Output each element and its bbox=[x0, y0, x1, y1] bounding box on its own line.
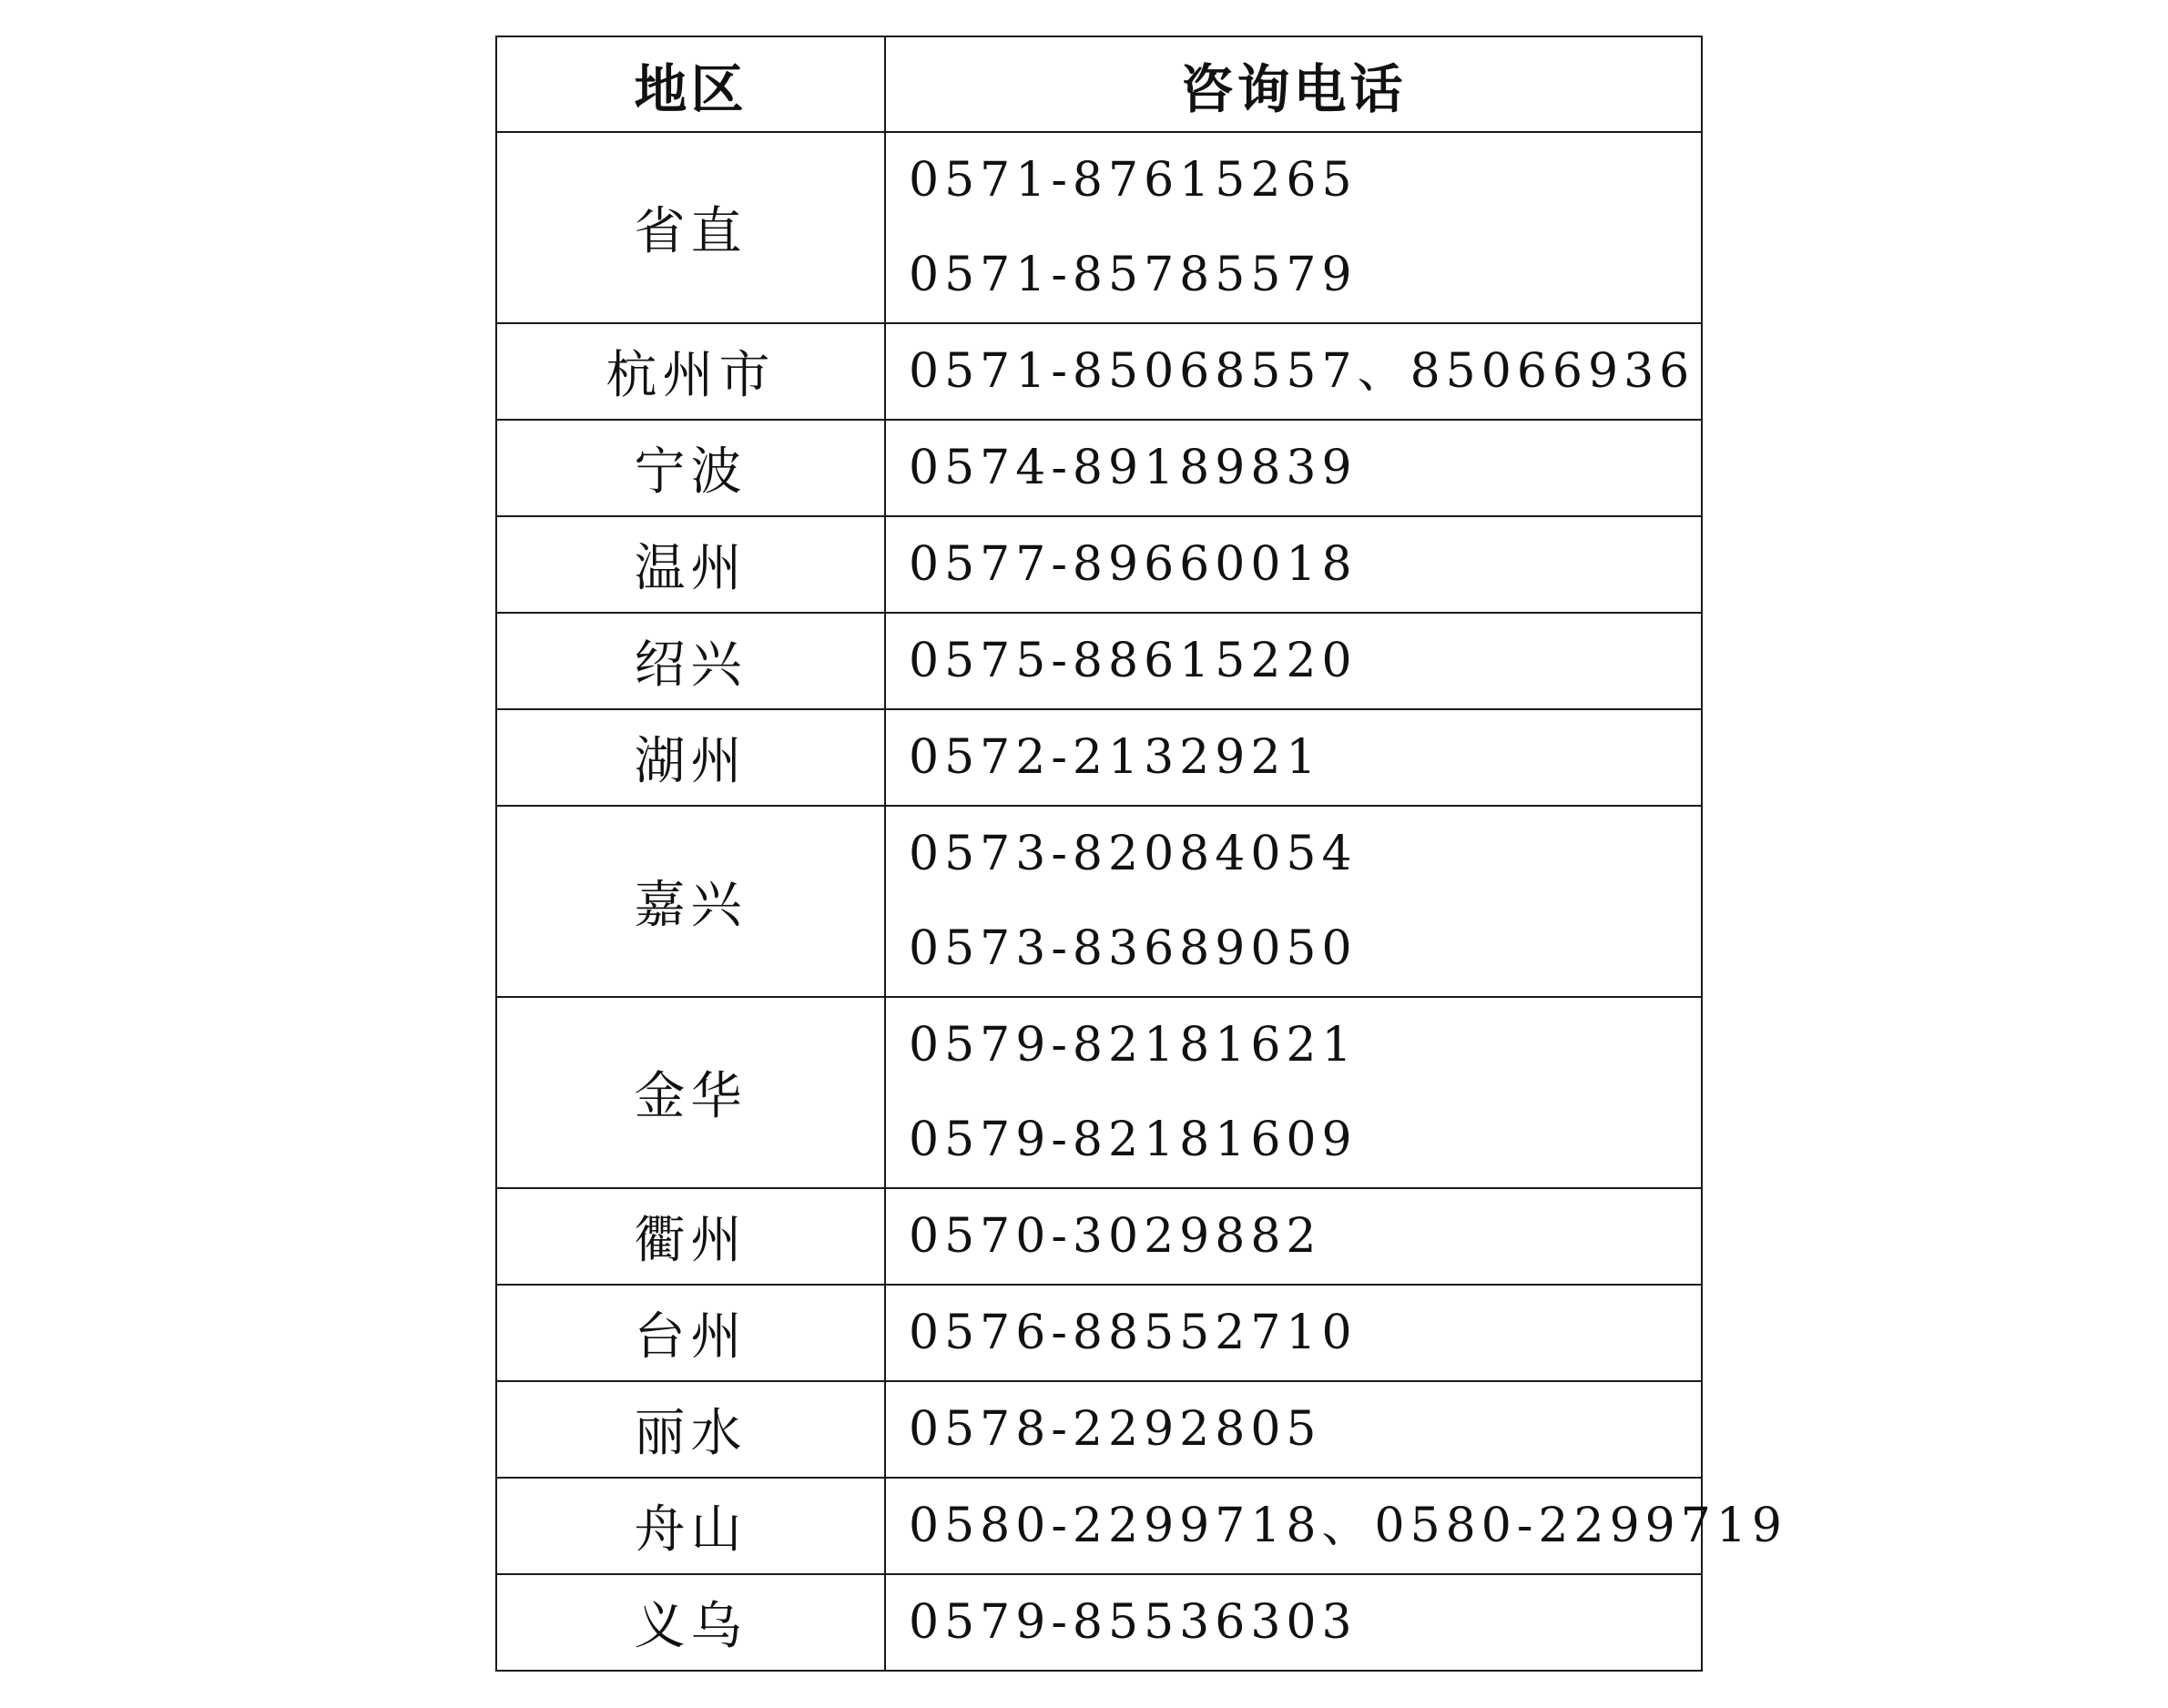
table-row bbox=[496, 1285, 1702, 1381]
region-cell: 绍兴 bbox=[496, 613, 885, 709]
phone-number: 0571-85785579 bbox=[909, 248, 1358, 302]
phone-number: 0571-85068557、85066936 bbox=[909, 344, 1695, 399]
phone-cell bbox=[885, 1188, 1702, 1285]
phone-number: 0575-88615220 bbox=[909, 634, 1358, 688]
table-row bbox=[496, 1188, 1702, 1285]
table-row bbox=[496, 1574, 1702, 1671]
phone-number: 0579-82181609 bbox=[909, 1113, 1358, 1167]
header-phone: 咨询电话 bbox=[885, 36, 1702, 132]
phone-cell bbox=[885, 132, 1702, 323]
region-cell: 宁波 bbox=[496, 420, 885, 516]
region-cell: 衢州 bbox=[496, 1188, 885, 1285]
region-cell: 丽水 bbox=[496, 1381, 885, 1478]
table-row bbox=[496, 420, 1702, 516]
phone-cell bbox=[885, 1478, 1787, 1574]
table-row bbox=[496, 1478, 1702, 1574]
phone-cell bbox=[885, 806, 1702, 997]
phone-cell bbox=[885, 323, 1702, 420]
region-cell: 台州 bbox=[496, 1285, 885, 1381]
phone-number: 0570-3029882 bbox=[909, 1209, 1322, 1264]
phone-number: 0579-85536303 bbox=[909, 1595, 1358, 1650]
phone-cell bbox=[885, 709, 1702, 806]
region-cell: 金华 bbox=[496, 997, 885, 1188]
phone-cell bbox=[885, 516, 1702, 613]
table-body bbox=[496, 132, 1787, 1671]
phone-cell bbox=[885, 420, 1702, 516]
region-cell: 杭州市 bbox=[496, 323, 885, 420]
phone-number: 0578-2292805 bbox=[909, 1402, 1322, 1457]
phone-number: 0580-2299718、0580-2299719 bbox=[909, 1499, 1787, 1553]
document-page bbox=[495, 36, 1787, 1672]
phone-cell bbox=[885, 1574, 1702, 1671]
region-cell: 省直 bbox=[496, 132, 885, 323]
region-cell: 义乌 bbox=[496, 1574, 885, 1671]
table-row bbox=[496, 132, 1702, 323]
contact-table bbox=[495, 36, 1787, 1672]
phone-cell bbox=[885, 1381, 1702, 1478]
header-region: 地区 bbox=[496, 36, 885, 132]
region-cell: 湖州 bbox=[496, 709, 885, 806]
table-row bbox=[496, 516, 1702, 613]
phone-number: 0576-88552710 bbox=[909, 1306, 1358, 1360]
phone-cell bbox=[885, 997, 1702, 1188]
phone-number: 0577-89660018 bbox=[909, 537, 1358, 592]
table-header-row bbox=[496, 36, 1702, 132]
region-cell: 温州 bbox=[496, 516, 885, 613]
table-row bbox=[496, 613, 1702, 709]
phone-number: 0572-2132921 bbox=[909, 730, 1322, 785]
table-row bbox=[496, 997, 1702, 1188]
phone-number: 0571-87615265 bbox=[909, 153, 1358, 208]
phone-number: 0579-82181621 bbox=[909, 1018, 1358, 1073]
phone-cell bbox=[885, 613, 1702, 709]
table-row bbox=[496, 709, 1702, 806]
table-row bbox=[496, 323, 1702, 420]
phone-number: 0573-82084054 bbox=[909, 827, 1358, 881]
phone-cell bbox=[885, 1285, 1702, 1381]
table-row bbox=[496, 1381, 1702, 1478]
region-cell: 嘉兴 bbox=[496, 806, 885, 997]
table-row bbox=[496, 806, 1702, 997]
phone-number: 0573-83689050 bbox=[909, 921, 1358, 976]
region-cell: 舟山 bbox=[496, 1478, 885, 1574]
phone-number: 0574-89189839 bbox=[909, 441, 1358, 495]
